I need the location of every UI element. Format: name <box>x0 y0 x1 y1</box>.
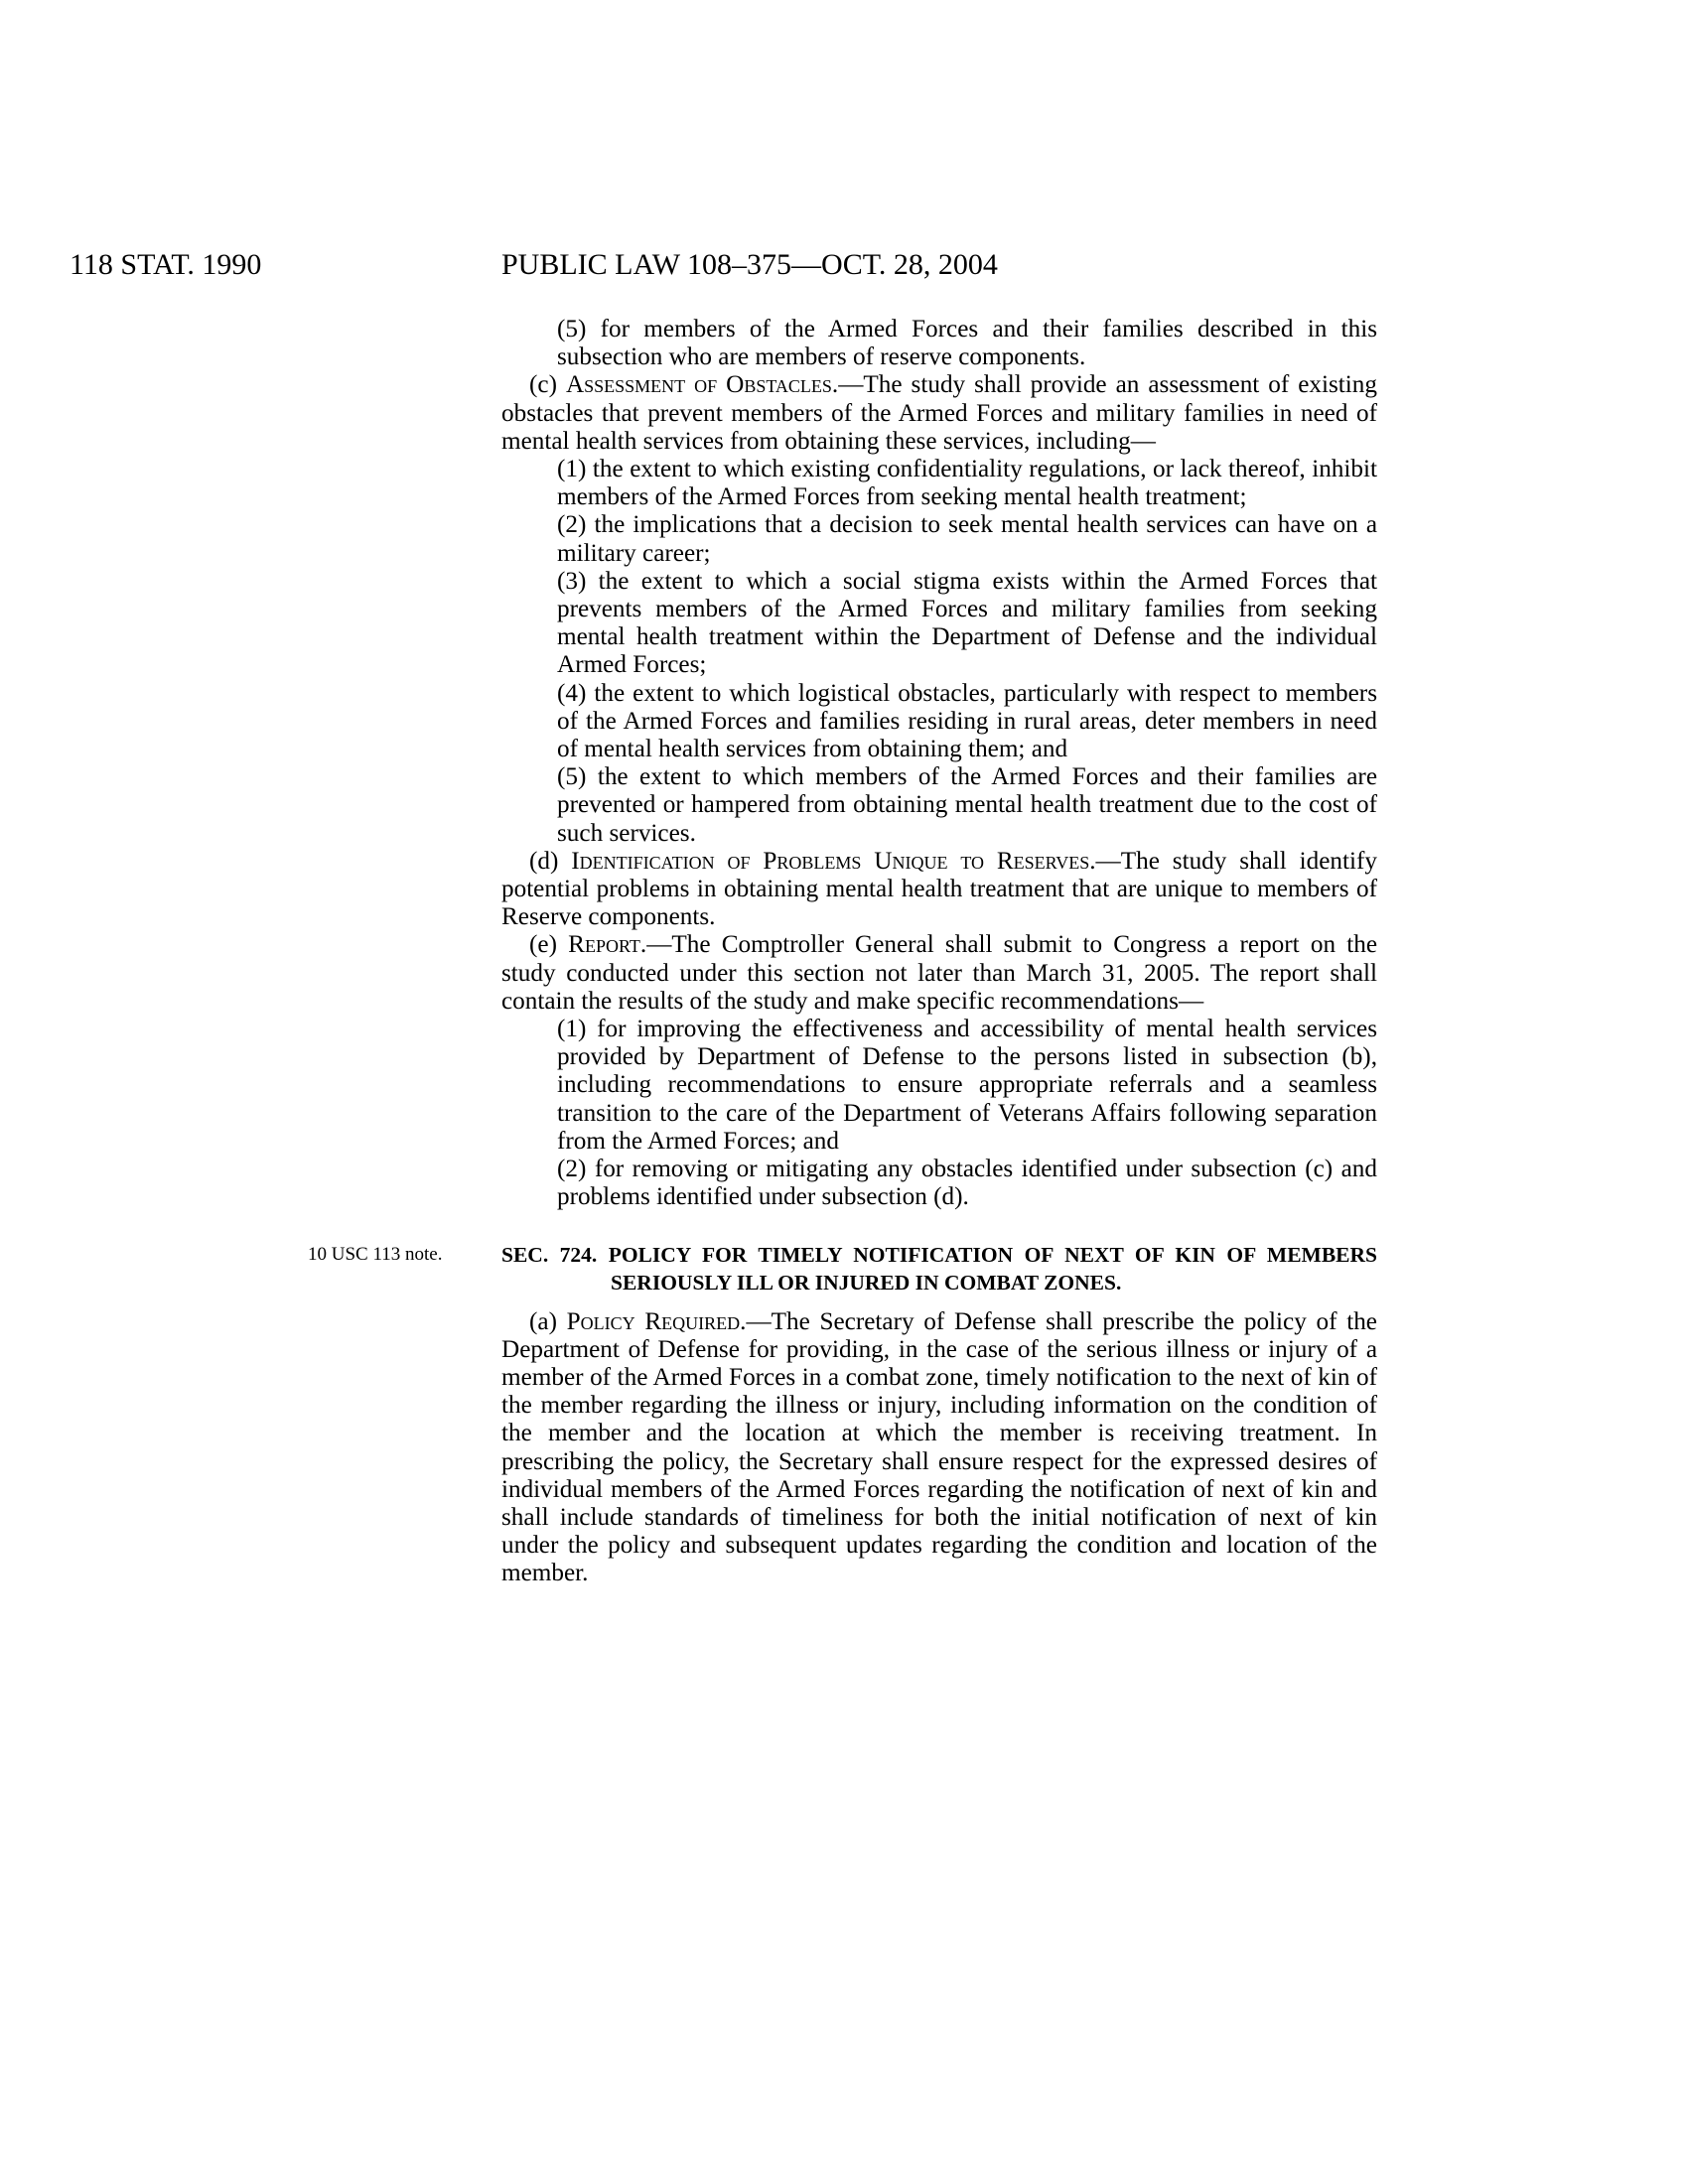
main-text <box>308 316 1378 1588</box>
paragraph-c1: (1) the extent to which existing confidentiality regulations, or lack thereof, inhibit members of the Armed Forces from seeking mental health treatment; <box>557 456 1377 511</box>
paragraph-e-text: .—The Comptroller General shall submit to Congress a report on the study conducted under this section not later than March 31, 2005. The report shall contain the results of the study and make specific recommendations— <box>501 931 1377 1015</box>
section-heading-text: SEC. 724. POLICY FOR TIMELY NOTIFICATION OF NEXT OF KIN OF MEMBERS SERIOUSLY ILL OR INJURED IN COMBAT ZONES. <box>501 1242 1377 1295</box>
running-header: PUBLIC LAW 108–375—OCT. 28, 2004 <box>501 248 998 281</box>
paragraph-d-heading: Identification of Problems Unique to Reserves <box>571 847 1090 875</box>
paragraph-d <box>501 848 1377 932</box>
paragraph-c-heading: Assessment of Obstacles <box>565 371 832 399</box>
paragraph-a-label: (a) <box>529 1307 567 1335</box>
paragraph-c-text: .—The study shall provide an assessment of existing obstacles that prevent members of the Armed Forces and military families in need of mental health services from obtaining these services, including— <box>501 371 1377 455</box>
paragraph-c <box>501 371 1377 456</box>
paragraph-a <box>501 1308 1377 1588</box>
margin-note: 10 USC 113 note. <box>308 1243 443 1265</box>
paragraph-c5: (5) the extent to which members of the Armed Forces and their families are prevented or hampered from obtaining mental health treatment due to the cost of such services. <box>557 763 1377 847</box>
paragraph-c4: (4) the extent to which logistical obstacles, particularly with respect to members of the Armed Forces and families residing in rural areas, deter members in need of mental health services from obtaining them; and <box>557 679 1377 763</box>
paragraph-b5: (5) for members of the Armed Forces and their families described in this subsection who are members of reserve components. <box>557 316 1377 371</box>
paragraph-e1: (1) for improving the effectiveness and accessibility of mental health services provided by Department of Defense to the persons listed in subsection (b), including recommendations to ensure appropriate referrals and a seamless transition to the care of the Department of Veterans Affairs following separation from the Armed Forces; and <box>557 1016 1377 1155</box>
paragraph-c2: (2) the implications that a decision to seek mental health services can have on a military career; <box>557 511 1377 567</box>
paragraph-a-heading: Policy Required <box>566 1307 741 1335</box>
paragraph-a-text: .—The Secretary of Defense shall prescribe the policy of the Department of Defense for providing, in the case of the serious illness or injury of a member of the Armed Forces in a combat zone, timely notification to the next of kin of the member regarding the illness or injury, including information on the condition of the member and the location at which the member is receiving treatment. In prescribing the policy, the Secretary shall ensure respect for the expressed desires of individual members of the Armed Forces regarding the notification of next of kin and shall include standards of timeliness for both the initial notification of next of kin under the policy and subsequent updates regarding the condition and location of the member. <box>501 1307 1377 1587</box>
paragraph-c-label: (c) <box>529 371 566 399</box>
paragraph-d-text: .—The study shall identify potential problems in obtaining mental health treatment that are unique to members of Reserve components. <box>501 847 1378 931</box>
paragraph-e-label: (e) <box>529 931 569 959</box>
paragraph-e2: (2) for removing or mitigating any obstacles identified under subsection (c) and problems identified under subsection (d). <box>557 1156 1377 1211</box>
paragraph-e <box>501 931 1377 1016</box>
paragraph-d-label: (d) <box>529 847 572 875</box>
stat-page-number: 118 STAT. 1990 <box>70 248 262 281</box>
section-heading <box>308 1241 1377 1297</box>
paragraph-e-heading: Report <box>568 931 640 959</box>
paragraph-c3: (3) the extent to which a social stigma exists within the Armed Forces that prevents members of the Armed Forces and military families from seeking mental health treatment within the Department of Defense and the individual Armed Forces; <box>557 567 1377 679</box>
